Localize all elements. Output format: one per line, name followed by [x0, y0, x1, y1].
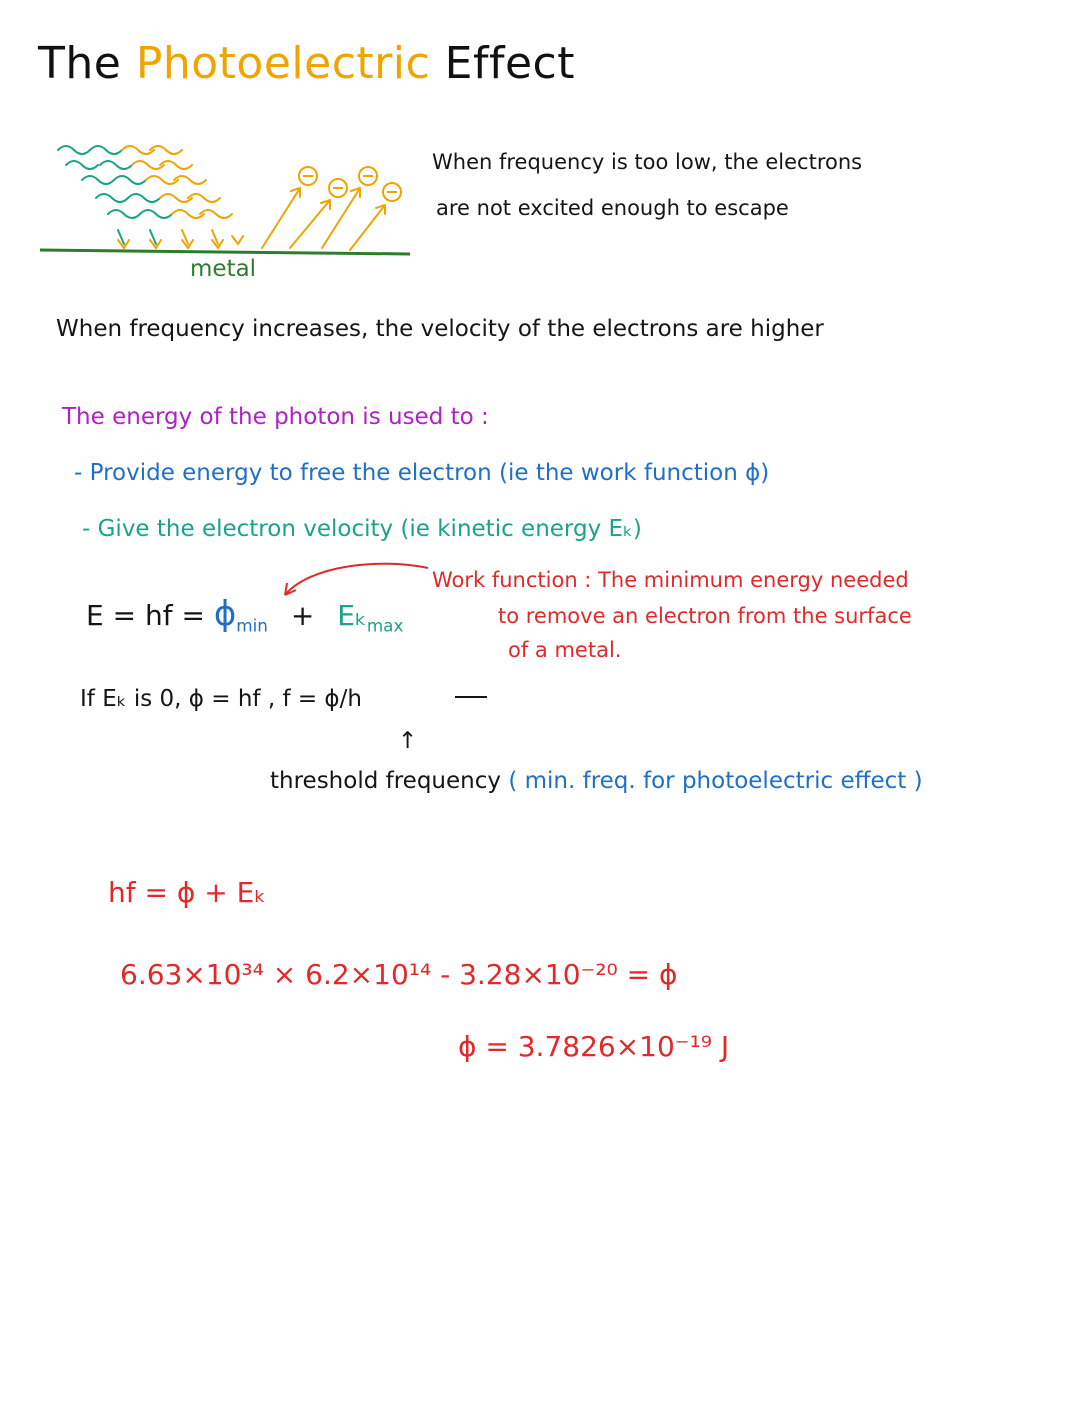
- metal-label: metal: [190, 256, 257, 282]
- low-frequency-note-line1: When frequency is too low, the electrons: [432, 150, 863, 174]
- energy-item-kinetic: - Give the electron velocity (ie kinetic energy Eₖ): [82, 516, 642, 542]
- title-the: The: [38, 38, 122, 89]
- calc-formula: hf = ϕ + Eₖ: [108, 876, 267, 909]
- equation-ek: Eₖ: [337, 599, 367, 632]
- title-effect: Effect: [444, 38, 575, 89]
- electron-path-1: [262, 188, 300, 248]
- calc-result: ϕ = 3.7826×10⁻¹⁹ J: [458, 1030, 730, 1063]
- equation-phi: ϕ: [213, 594, 237, 634]
- metal-surface: [40, 250, 410, 254]
- calc-substitution: 6.63×10³⁴ × 6.2×10¹⁴ - 3.28×10⁻²⁰ = ϕ: [120, 958, 678, 991]
- threshold-equation: If Eₖ is 0, ϕ = hf , f = ϕ/h: [80, 686, 362, 712]
- photon-ray-1: [58, 146, 140, 244]
- threshold-frequency-note: [270, 768, 923, 794]
- energy-heading: The energy of the photon is used to :: [62, 404, 489, 430]
- work-function-def-line3: of a metal.: [508, 638, 622, 662]
- einstein-equation: [86, 594, 403, 636]
- threshold-arrow: ↑: [398, 728, 418, 754]
- threshold-label: threshold frequency: [270, 768, 501, 794]
- electron-path-4: [350, 205, 385, 250]
- work-function-arrow: [285, 564, 428, 595]
- equation-lhs: E = hf =: [86, 599, 205, 632]
- work-function-def-line1: Work function : The minimum energy needed: [432, 568, 909, 592]
- work-function-def-line2: to remove an electron from the surface: [498, 604, 912, 628]
- equation-plus: +: [290, 599, 315, 632]
- equation-phi-sub: min: [236, 615, 268, 636]
- threshold-definition: ( min. freq. for photoelectric effect ): [508, 768, 923, 794]
- low-frequency-note-line2: are not excited enough to escape: [436, 196, 789, 220]
- equation-ek-sub: max: [366, 615, 404, 636]
- title-photoelectric: Photoelectric: [135, 38, 431, 89]
- velocity-note: When frequency increases, the velocity of the electrons are higher: [56, 316, 824, 342]
- energy-item-work-function: - Provide energy to free the electron (ie the work function ϕ): [74, 460, 770, 486]
- electron-path-2: [290, 200, 330, 248]
